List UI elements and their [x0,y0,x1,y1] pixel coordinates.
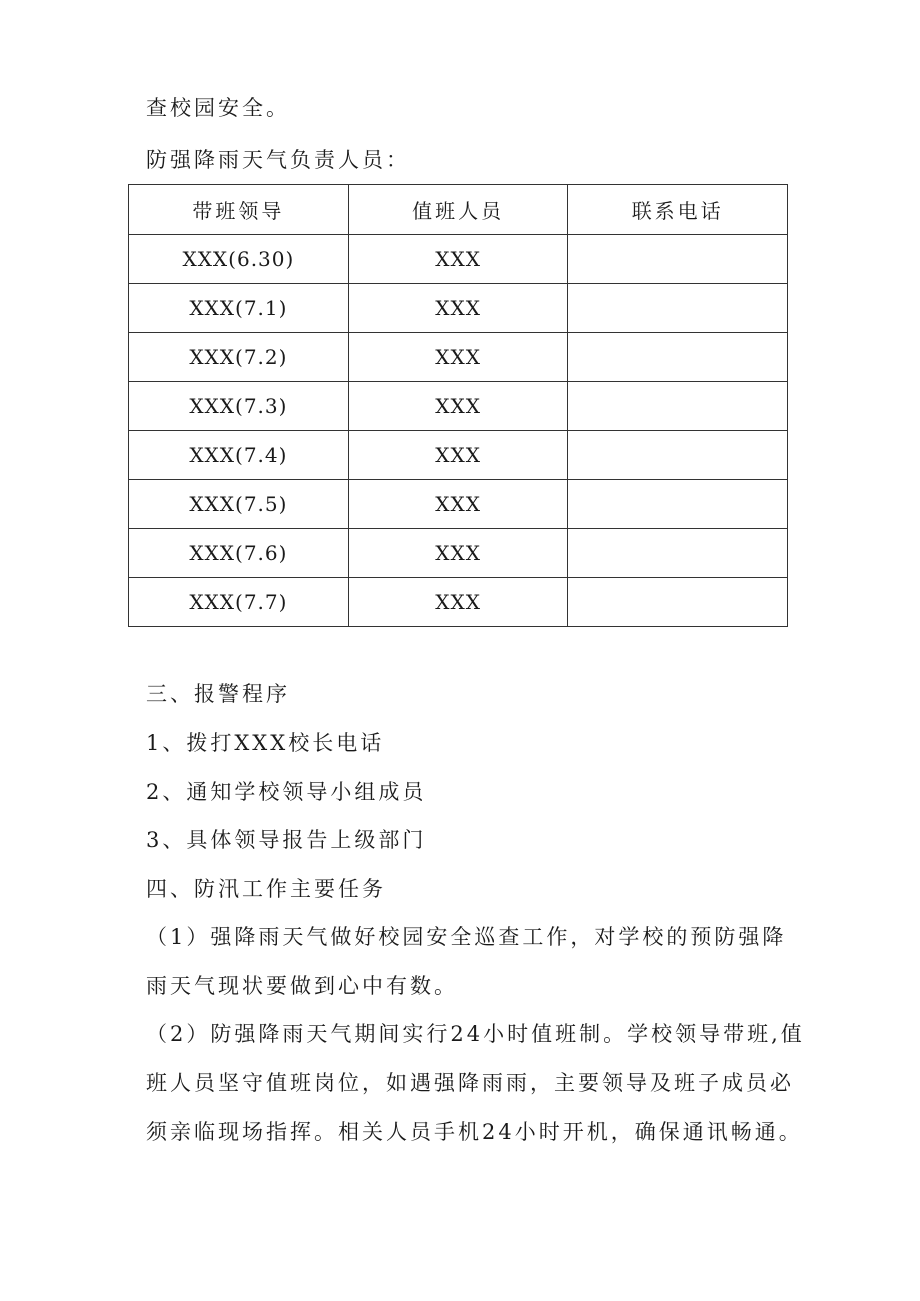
phone-cell [568,480,788,529]
section3-title: 三、报警程序 [146,682,290,706]
phone-cell [568,382,788,431]
lead-cell: XXX(7.6) [129,529,349,578]
phone-cell [568,578,788,627]
lead-cell: XXX(7.7) [129,578,349,627]
table-row [129,235,788,284]
section3-item: 2、通知学校领导小组成员 [146,780,427,804]
staff-cell: XXX [348,578,568,627]
section3-item: 1、拨打XXX校长电话 [146,731,385,755]
staff-cell: XXX [348,284,568,333]
phone-cell [568,529,788,578]
section4-paragraph: （1）强降雨天气做好校园安全巡查工作，对学校的预防强降雨天气现状要做到心中有数。 [146,925,787,998]
phone-cell [568,284,788,333]
header-lead: 带班领导 [129,185,349,235]
staff-cell: XXX [348,529,568,578]
staff-cell: XXX [348,235,568,284]
staff-cell: XXX [348,382,568,431]
section4-paragraph: （2）防强降雨天气期间实行24小时值班制。学校领导带班,值班人员坚守值班岗位，如遇强降雨雨，主要领导及班子成员必须亲临现场指挥。相关人员手机24小时开机，确保通讯畅通。 [146,1022,805,1144]
header-phone: 联系电话 [568,185,788,235]
table-row [129,333,788,382]
staff-cell: XXX [348,333,568,382]
lead-cell: XXX(7.3) [129,382,349,431]
table-header-row [129,185,788,235]
lead-cell: XXX(7.2) [129,333,349,382]
table-row [129,382,788,431]
phone-cell [568,431,788,480]
staff-cell: XXX [348,480,568,529]
section3-item: 3、具体领导报告上级部门 [146,828,427,852]
lead-cell: XXX(7.1) [129,284,349,333]
table-row [129,529,788,578]
section4-title: 四、防汛工作主要任务 [146,877,386,901]
table-row [129,284,788,333]
lead-cell: XXX(7.4) [129,431,349,480]
responsible-label: 防强降雨天气负责人员： [146,148,410,172]
table-row [129,578,788,627]
intro-line: 查校园安全。 [146,96,290,120]
phone-cell [568,235,788,284]
table-row [129,480,788,529]
lead-cell: XXX(6.30) [129,235,349,284]
header-staff: 值班人员 [348,185,568,235]
table-row [129,431,788,480]
phone-cell [568,333,788,382]
lead-cell: XXX(7.5) [129,480,349,529]
duty-table [128,184,788,627]
staff-cell: XXX [348,431,568,480]
